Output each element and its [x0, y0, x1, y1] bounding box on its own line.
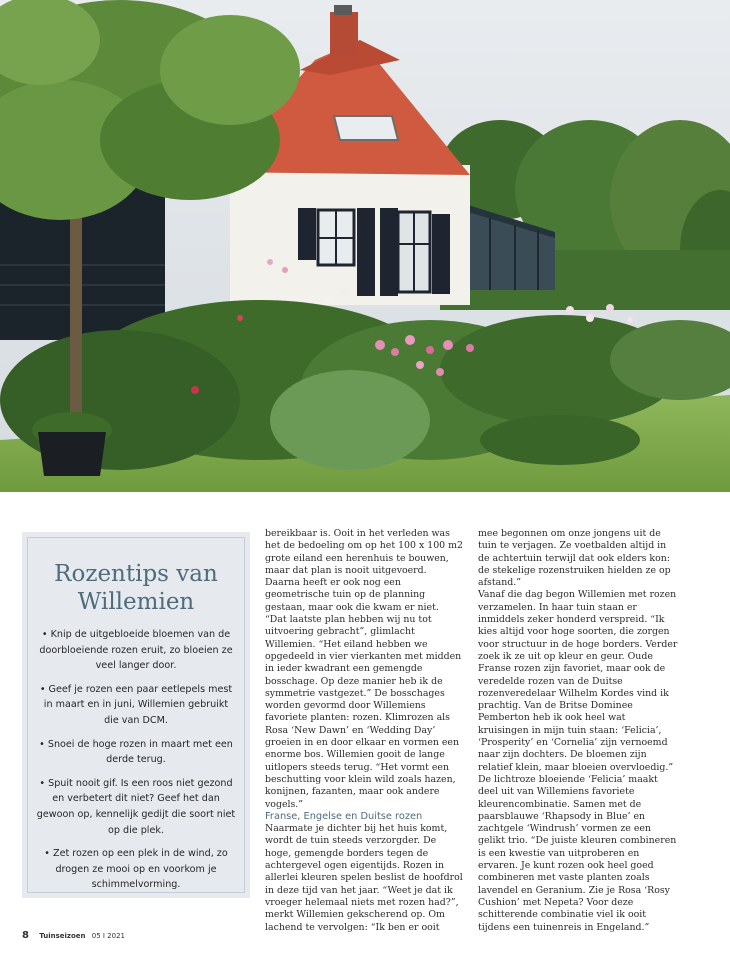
magazine-name: Tuinseizoen: [39, 932, 86, 940]
page-number: 8: [22, 930, 29, 941]
article-paragraph: Vanaf die dag begon Willemien met rozen verzamelen. In haar tuin staan er inmiddels zeker honderd verspreid. “Ik kies altijd voor hoge soorten, die zorgen voor structuur in de hoge borders. Verder zoek ik ze uit op kleur en geur. Oude Franse rozen zijn favoriet, maar ook de veredelde rozen van de Duitse rozenveredelaar Wilhelm Kordes vind ik prachtig. Van de Britse Dominee Pemberton heb ik ook heel wat kruisingen in mijn tuin staan: ‘Felicia’, ‘Prosperity’ en ‘Cornelia’ zijn vernoemd naar zijn dochters. De bloemen zijn relatief klein, maar bloeien overvloedig.”: [478, 589, 678, 773]
chimney: [330, 12, 358, 57]
rose-tips-sidebar: [22, 532, 250, 898]
roof-window: [334, 116, 398, 140]
rose-tips-frame: [27, 537, 245, 893]
rose-tip-item: • Snoei de hoge rozen in maart met een derde terug.: [39, 738, 233, 766]
rose-tip-item: • Spuit nooit gif. Is een roos niet gezond en verbetert dit niet? Geef het dan gewoon op, kennelijk gedijt die soort niet op die plek.: [36, 777, 236, 836]
article-paragraph: bereikbaar is. Ooit in het verleden was het de bedoeling om op het 100 x 100 m2 grote eiland een herenhuis te bouwen, maar dat plan is nooit uitgevoerd. Daarna heeft er ook nog een geometrische tuin op de planning gestaan, maar ook die kwam er niet. “Dat laatste plan hebben wij nu tot uitvoering gebracht”, glimlacht Willemien. “Het eiland hebben we opgedeeld in vier vierkanten met midden in ieder kwadrant een gemengde bosschage. Op deze manier heb ik de symmetrie vastgezet.” De bosschages worden gevormd door Willemiens favoriete planten: rozen. Klimrozen als Rosa ‘New Dawn’ en ‘Wedding Day’ groeien in en door elkaar en vormen een enorme bos. Willemien gooit de lange uitlopers steeds terug. “Het vormt een beschutting voor klein wild zoals hazen, konijnen, fazanten, maar ook andere vogels.”: [265, 528, 463, 810]
article-paragraph: De lichtroze bloeiende ‘Felicia’ maakt deel uit van Willemiens favoriete kleurencombinatie. Samen met de paarsblauwe ‘Rhapsody in Blue’ en zachtgele ‘Windrush’ vormen ze een gelikt trio. “De juiste kleuren combineren is een kwestie van uitproberen en ervaren. Je kunt rozen ook heel goed combineren met vaste planten zoals lavendel en Geranium. Zie je Rosa ‘Rosy Cushion’ met Nepeta? Voor deze schitterende combinatie viel ik ooit tijdens een tuinenreis in Engeland.”: [478, 773, 677, 933]
page-footer: [22, 930, 125, 941]
rose-tips-title: [36, 560, 236, 616]
rose-tip-item: • Zet rozen op een plek in de wind, zo drogen ze mooi op en voorkom je schimmelvorming.: [44, 848, 228, 891]
article-column-2: [478, 528, 678, 934]
plant-pot: [32, 412, 112, 476]
article-column-1: [265, 528, 463, 934]
article-paragraph: mee begonnen om onze jongens uit de tuin te verjagen. Ze voetbalden altijd in de achtertuin terwijl dat ook elders kon: de stekelige rozenstruiken hielden ze op afstand.”: [478, 528, 671, 589]
rose-tip-item: • Geef je rozen een paar eetlepels mest in maart en in juni, Willemien gebruikt die van DCM.: [39, 683, 233, 726]
article-paragraph: Naarmate je dichter bij het huis komt, wordt de tuin steeds verzorgder. De hoge, gemengde borders tegen de achtergevel ogen eigentijds. Rozen in allerlei kleuren spelen beslist de hoofdrol in deze tijd van het jaar. “Weet je dat ik vroeger helemaal niets met rozen had?”, merkt Willemien gekscherend op. Om lachend te vervolgen: “Ik ben er ooit: [265, 823, 463, 933]
rose-tips-title-line1: Rozentips van: [54, 561, 218, 587]
issue-number: 05 I 2021: [91, 932, 125, 940]
rose-tips-list: [36, 627, 236, 893]
article-subheading: Franse, Engelse en Duitse rozen: [265, 810, 423, 822]
rose-tip-item: • Knip de uitgebloeide bloemen van de doorbloeiende rozen eruit, zo bloeien ze veel langer door.: [39, 629, 233, 672]
rose-tips-title-line2: Willemien: [77, 589, 195, 615]
